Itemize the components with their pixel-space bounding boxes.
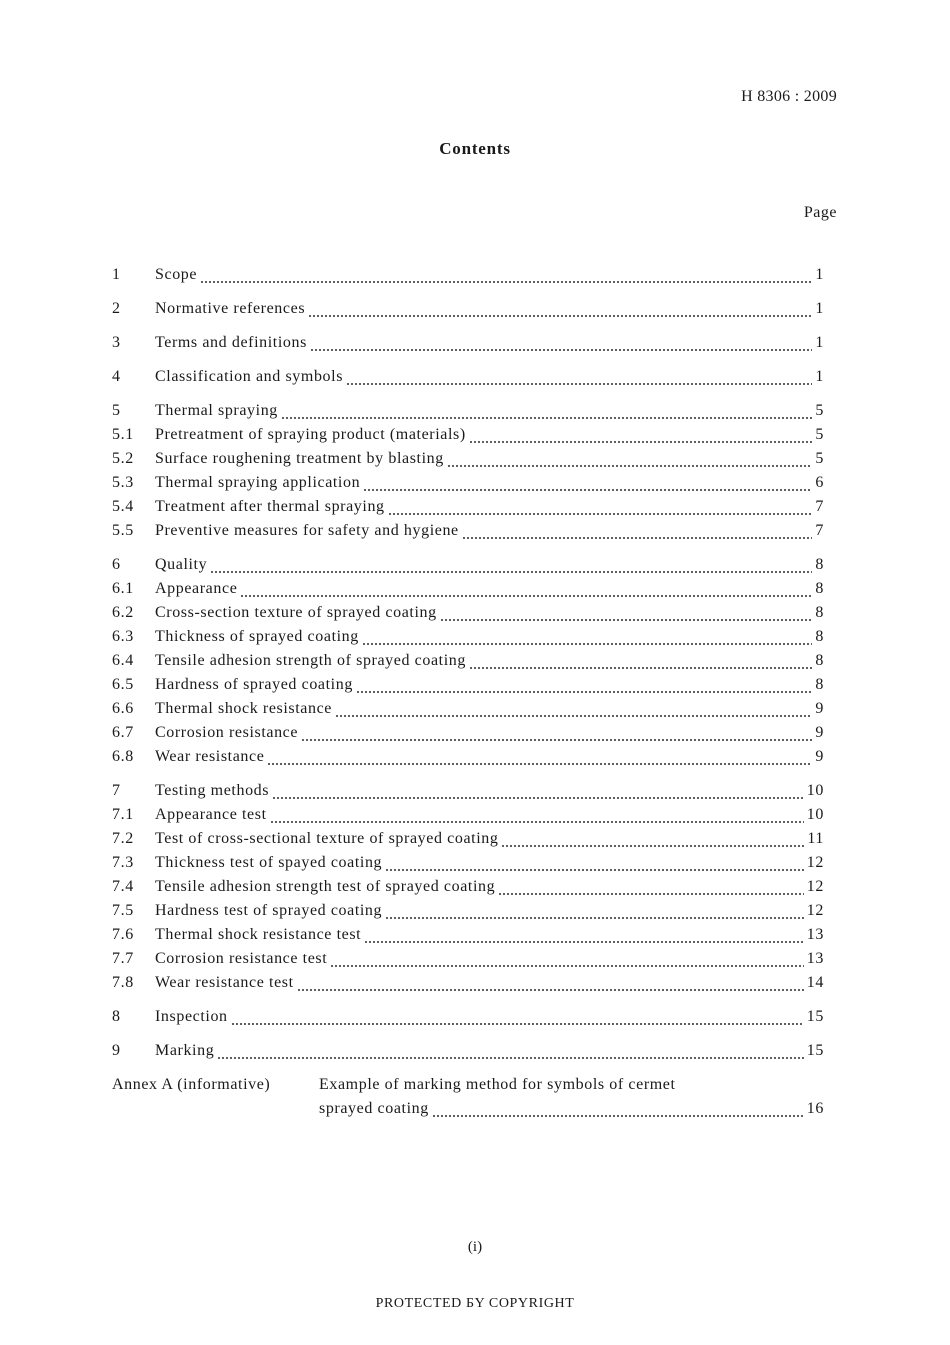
toc-entry-title: Hardness of sprayed coating (155, 676, 353, 693)
dot-leader (432, 1115, 804, 1117)
toc-entry[interactable] (112, 974, 824, 998)
toc-entry-number: 7.1 (112, 806, 134, 823)
toc-entry-title: Surface roughening treatment by blasting (155, 450, 444, 467)
toc-entry-title: Preventive measures for safety and hygiene (155, 522, 459, 539)
toc-entry-number: 2 (112, 300, 121, 317)
toc-entry[interactable] (112, 368, 824, 392)
toc-entry[interactable] (112, 580, 824, 604)
toc-entry-page: 7 (815, 498, 824, 515)
toc-entry-number: 7.3 (112, 854, 134, 871)
toc-entry-page: 5 (815, 402, 824, 419)
toc-entry-title: Thermal shock resistance (155, 700, 333, 717)
toc-entry-page: 5 (815, 450, 824, 467)
toc-entry-title: Corrosion resistance (155, 724, 299, 741)
toc-entry-page: 13 (806, 926, 824, 943)
toc-entry[interactable] (112, 806, 824, 830)
toc-entry-number: 6.6 (112, 700, 134, 717)
toc-entry-page: 8 (815, 604, 824, 621)
toc-entry-number: 7.2 (112, 830, 134, 847)
toc-entry-page: 7 (815, 522, 824, 539)
toc-entry-page: 10 (806, 806, 824, 823)
dot-leader (240, 595, 812, 597)
copyright-notice: PROTECTED БY COPYRIGHT (375, 1296, 575, 1311)
toc-entry-number: 5.3 (112, 474, 134, 491)
toc-entry-page: 1 (815, 300, 824, 317)
toc-entry-number: 3 (112, 334, 121, 351)
dot-leader (385, 869, 804, 871)
toc-entry-number: 5.1 (112, 426, 134, 443)
toc-entry-title: Thermal spraying application (155, 474, 361, 491)
toc-entry-number: 6.2 (112, 604, 134, 621)
toc-entry-number: 5.5 (112, 522, 134, 539)
toc-entry-title: Treatment after thermal spraying (155, 498, 385, 515)
toc-entry-page: 6 (815, 474, 824, 491)
toc-entry[interactable] (112, 556, 824, 580)
toc-entry-title: Cross-section texture of sprayed coating (155, 604, 437, 621)
toc-entry-number: 7.6 (112, 926, 134, 943)
toc-entry-title: Wear resistance test (155, 974, 294, 991)
page-column-label: Page (803, 204, 837, 221)
toc-entry[interactable] (112, 402, 824, 426)
toc-entry-title: Normative references (155, 300, 306, 317)
toc-entry-page: 12 (806, 878, 824, 895)
toc-entry-number: 7 (112, 782, 121, 799)
toc-entry-title: Thickness of sprayed coating (155, 628, 359, 645)
toc-entry-title: Testing methods (155, 782, 270, 799)
toc-entries (112, 266, 824, 1066)
toc-entry[interactable] (112, 902, 824, 926)
dot-leader (440, 619, 813, 621)
toc-entry-page: 15 (806, 1008, 824, 1025)
annex-title-line1: Example of marking method for symbols of cermet (319, 1076, 676, 1093)
toc-entry-title: Corrosion resistance test (155, 950, 328, 967)
toc-entry-number: 7.7 (112, 950, 134, 967)
toc-entry[interactable] (112, 450, 824, 474)
toc-entry-title: Wear resistance (155, 748, 265, 765)
toc-entry-number: 6.1 (112, 580, 134, 597)
toc-entry-title: Thermal spraying (155, 402, 278, 419)
dot-leader (385, 917, 804, 919)
toc-entry-number: 6 (112, 556, 121, 573)
annex-title-line2-row (319, 1100, 824, 1124)
toc-entry-number: 8 (112, 1008, 121, 1025)
dot-leader (272, 797, 804, 799)
page-title: Contents (439, 139, 511, 158)
toc-entry-number: 4 (112, 368, 121, 385)
annex-page-number: 16 (806, 1100, 824, 1117)
toc-entry-page: 15 (806, 1042, 824, 1059)
toc-entry-page: 8 (815, 652, 824, 669)
dot-leader (462, 537, 813, 539)
toc-entry-page: 10 (806, 782, 824, 799)
toc-entry-page: 1 (815, 334, 824, 351)
toc-entry-page: 11 (807, 830, 824, 847)
toc-entry-number: 9 (112, 1042, 121, 1059)
dot-leader (217, 1057, 803, 1059)
dot-leader (200, 281, 812, 283)
toc-entry-page: 12 (806, 854, 824, 871)
toc-entry-page: 14 (806, 974, 824, 991)
toc-entry-title: Terms and definitions (155, 334, 307, 351)
toc-entry[interactable] (112, 676, 824, 700)
dot-leader (498, 893, 804, 895)
toc-entry-title: Tensile adhesion strength test of sprayed coating (155, 878, 496, 895)
toc-entry-page: 12 (806, 902, 824, 919)
toc-entry-title: Test of cross-sectional texture of sprayed coating (155, 830, 499, 847)
toc-entry-title: Hardness test of sprayed coating (155, 902, 383, 919)
toc-entry[interactable] (112, 950, 824, 974)
toc-entry[interactable] (112, 652, 824, 676)
toc-entry[interactable] (112, 334, 824, 358)
toc-entry[interactable] (112, 1008, 824, 1032)
toc-entry-page: 13 (806, 950, 824, 967)
dot-leader (346, 383, 812, 385)
toc-entry-title: Pretreatment of spraying product (materials) (155, 426, 466, 443)
toc-entry-number: 6.8 (112, 748, 134, 765)
dot-leader (469, 667, 812, 669)
toc-entry-page: 1 (815, 368, 824, 385)
toc-entry-title: Quality (155, 556, 208, 573)
toc-entry-page: 5 (815, 426, 824, 443)
toc-entry[interactable] (112, 604, 824, 628)
toc-entry[interactable] (112, 830, 824, 854)
dot-leader (356, 691, 812, 693)
toc-entry-title: Appearance test (155, 806, 267, 823)
toc-entry-page: 9 (815, 700, 824, 717)
toc-entry-number: 5.4 (112, 498, 134, 515)
dot-leader (231, 1023, 804, 1025)
toc-entry[interactable] (112, 782, 824, 806)
toc-entry-page: 8 (815, 628, 824, 645)
toc-entry-number: 7.8 (112, 974, 134, 991)
dot-leader (267, 763, 812, 765)
annex-label: Annex A (informative) (112, 1076, 271, 1093)
toc-entry-number: 6.7 (112, 724, 134, 741)
toc-entry[interactable] (112, 426, 824, 450)
toc-entry-number: 7.4 (112, 878, 134, 895)
toc-entry[interactable] (112, 498, 824, 522)
toc-entry-number: 6.5 (112, 676, 134, 693)
dot-leader (335, 715, 812, 717)
document-code: H 8306 : 2009 (741, 88, 837, 105)
toc-entry-title: Thickness test of spayed coating (155, 854, 383, 871)
toc-entry-number: 6.3 (112, 628, 134, 645)
toc-entry[interactable] (112, 926, 824, 950)
toc-entry-number: 6.4 (112, 652, 134, 669)
toc-entry-title: Inspection (155, 1008, 228, 1025)
toc-entry-page: 9 (815, 748, 824, 765)
toc-entry-title: Classification and symbols (155, 368, 344, 385)
dot-leader (281, 417, 812, 419)
annex-title-line2: sprayed coating (319, 1100, 429, 1117)
toc-entry-number: 5 (112, 402, 121, 419)
dot-leader (308, 315, 812, 317)
toc-entry-number: 1 (112, 266, 121, 283)
toc-annex-entry[interactable] (112, 1076, 824, 1126)
toc-entry-title: Marking (155, 1042, 215, 1059)
dot-leader (301, 739, 812, 741)
toc-entry[interactable] (112, 748, 824, 772)
dot-leader (501, 845, 804, 847)
toc-entry-page: 8 (815, 580, 824, 597)
toc-entry-title: Thermal shock resistance test (155, 926, 362, 943)
toc-entry[interactable] (112, 854, 824, 878)
toc-entry-title: Scope (155, 266, 198, 283)
page-folio: (i) (467, 1239, 483, 1255)
dot-leader (364, 941, 804, 943)
toc-entry[interactable] (112, 724, 824, 748)
dot-leader (210, 571, 812, 573)
toc-entry-number: 7.5 (112, 902, 134, 919)
dot-leader (447, 465, 813, 467)
toc-entry[interactable] (112, 628, 824, 652)
toc-entry-page: 1 (815, 266, 824, 283)
dot-leader (330, 965, 804, 967)
dot-leader (363, 489, 812, 491)
table-of-contents (112, 266, 824, 1126)
toc-entry-page: 9 (815, 724, 824, 741)
toc-entry[interactable] (112, 522, 824, 546)
toc-entry-title: Tensile adhesion strength of sprayed coating (155, 652, 466, 669)
toc-entry-page: 8 (815, 556, 824, 573)
toc-entry[interactable] (112, 300, 824, 324)
dot-leader (297, 989, 804, 991)
dot-leader (388, 513, 813, 515)
dot-leader (469, 441, 813, 443)
toc-entry-number: 5.2 (112, 450, 134, 467)
toc-entry[interactable] (112, 878, 824, 902)
toc-entry[interactable] (112, 474, 824, 498)
dot-leader (362, 643, 813, 645)
toc-entry[interactable] (112, 266, 824, 290)
toc-entry-title: Appearance (155, 580, 238, 597)
toc-entry[interactable] (112, 700, 824, 724)
dot-leader (270, 821, 804, 823)
dot-leader (310, 349, 812, 351)
toc-entry-page: 8 (815, 676, 824, 693)
toc-entry[interactable] (112, 1042, 824, 1066)
